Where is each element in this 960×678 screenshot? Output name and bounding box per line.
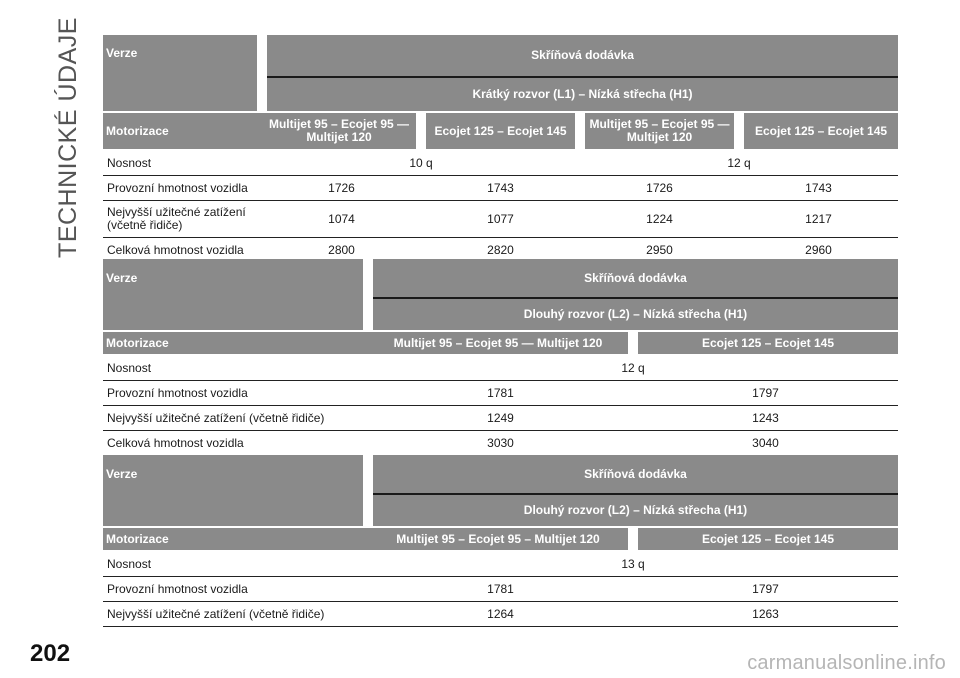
cell-value: 1743	[739, 176, 898, 201]
verze-label: Verze	[103, 259, 368, 331]
engine-header: Multijet 95 – Ecojet 95 — Multijet 120	[368, 331, 633, 355]
engine-header: Multijet 95 – Ecojet 95 – Multijet 120	[368, 527, 633, 551]
cell-value: 1263	[633, 602, 898, 627]
watermark: carmanualsonline.info	[747, 652, 946, 674]
engine-header: Ecojet 125 – Ecojet 145	[633, 527, 898, 551]
row-label: Nosnost	[103, 551, 368, 577]
cell-value: 10 q	[262, 150, 580, 176]
rozvor-label: Dlouhý rozvor (L2) – Nízká střecha (H1)	[368, 494, 898, 527]
table-row	[103, 355, 898, 381]
cell-value: 12 q	[580, 150, 898, 176]
table-row	[103, 176, 898, 201]
row-label: Celková hmotnost vozidla	[103, 431, 368, 456]
cell-value: 2950	[580, 238, 739, 263]
table-row	[103, 406, 898, 431]
section-side-title	[48, 17, 88, 258]
cell-value: 2800	[262, 238, 421, 263]
cell-value: 1726	[580, 176, 739, 201]
cell-value: 3040	[633, 431, 898, 456]
table-row	[103, 602, 898, 627]
verze-label: Verze	[103, 455, 368, 527]
page-number: 202	[30, 640, 71, 667]
row-label: Provozní hmotnost vozidla	[103, 176, 262, 201]
row-label: Nejvyšší užitečné zatížení (včetně řidiče)	[103, 406, 368, 431]
section-side-title-text: TECHNICKÉ ÚDAJE	[53, 17, 82, 258]
row-label: Celková hmotnost vozidla	[103, 238, 262, 263]
motorizace-label: Motorizace	[103, 112, 262, 150]
cell-value: 3030	[368, 431, 633, 456]
row-label: Nosnost	[103, 355, 368, 381]
cell-value: 1743	[421, 176, 580, 201]
row-label: Provozní hmotnost vozidla	[103, 577, 368, 602]
cell-value: 1726	[262, 176, 421, 201]
spec-table-long-wheelbase-2	[103, 455, 898, 627]
table-row	[103, 201, 898, 238]
cell-value: 1243	[633, 406, 898, 431]
spec-table-short-wheelbase	[103, 35, 898, 263]
cell-value: 1797	[633, 381, 898, 406]
engine-header: Multijet 95 – Ecojet 95 — Multijet 120	[580, 112, 739, 150]
cell-value: 2820	[421, 238, 580, 263]
verze-value: Skříňová dodávka	[368, 455, 898, 494]
row-label: Provozní hmotnost vozidla	[103, 381, 368, 406]
engine-header: Multijet 95 – Ecojet 95 — Multijet 120	[262, 112, 421, 150]
row-label: Nejvyšší užitečné zatížení (včetně řidiče)	[103, 201, 262, 238]
engine-header: Ecojet 125 – Ecojet 145	[739, 112, 898, 150]
cell-value: 1217	[739, 201, 898, 238]
table-row	[103, 551, 898, 577]
cell-value: 1264	[368, 602, 633, 627]
motorizace-label: Motorizace	[103, 527, 368, 551]
verze-value: Skříňová dodávka	[262, 35, 898, 77]
engine-header: Ecojet 125 – Ecojet 145	[421, 112, 580, 150]
motorizace-label: Motorizace	[103, 331, 368, 355]
cell-value: 1074	[262, 201, 421, 238]
cell-value: 1077	[421, 201, 580, 238]
cell-value: 1781	[368, 577, 633, 602]
cell-value: 2960	[739, 238, 898, 263]
row-label: Nosnost	[103, 150, 262, 176]
cell-value: 1781	[368, 381, 633, 406]
row-label: Nejvyšší užitečné zatížení (včetně řidiče)	[103, 602, 368, 627]
cell-value: 1224	[580, 201, 739, 238]
rozvor-label: Dlouhý rozvor (L2) – Nízká střecha (H1)	[368, 298, 898, 331]
cell-value: 1797	[633, 577, 898, 602]
table-row	[103, 150, 898, 176]
table-row	[103, 381, 898, 406]
rozvor-label: Krátký rozvor (L1) – Nízká střecha (H1)	[262, 77, 898, 112]
verze-label: Verze	[103, 35, 262, 112]
verze-value: Skříňová dodávka	[368, 259, 898, 298]
table-row	[103, 431, 898, 456]
cell-value: 12 q	[368, 355, 898, 381]
table-row	[103, 577, 898, 602]
cell-value: 13 q	[368, 551, 898, 577]
cell-value: 1249	[368, 406, 633, 431]
spec-table-long-wheelbase-1	[103, 259, 898, 456]
engine-header: Ecojet 125 – Ecojet 145	[633, 331, 898, 355]
